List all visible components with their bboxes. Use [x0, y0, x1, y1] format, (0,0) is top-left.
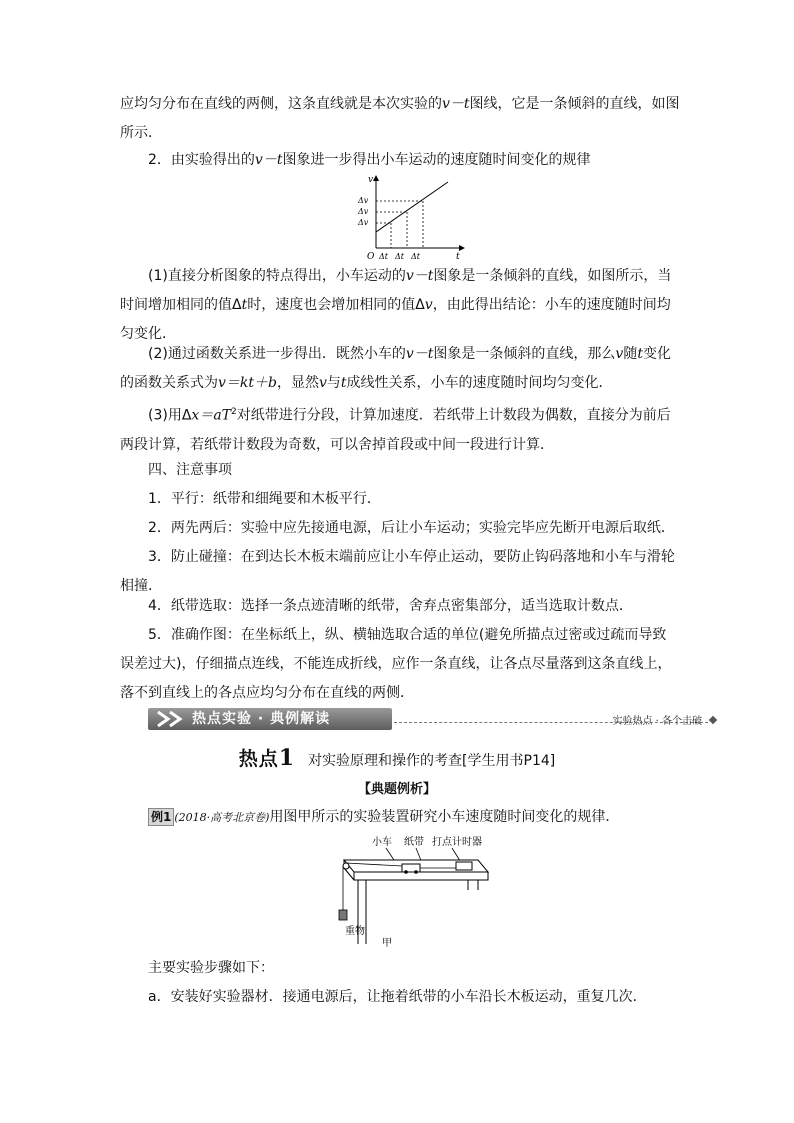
pulley: [343, 863, 349, 869]
label-timer: 打点计时器: [432, 837, 482, 848]
apparatus-figure: [328, 832, 498, 952]
banner-subtitle: 实验热点 · 各个击破: [612, 716, 702, 727]
example-source: (2018·高考北京卷): [174, 811, 270, 824]
graph-dt-label: Δt: [379, 252, 388, 261]
example-text: 用图甲所示的实验装置研究小车速度随时间变化的规律．: [269, 809, 620, 825]
graph-dt-label: Δt: [395, 252, 404, 261]
double-chevron-icon: [156, 710, 190, 728]
graph-x-label: t: [456, 252, 460, 262]
note-item: 5．准确作图：在坐标纸上，纵、横轴选取合适的单位(避免所描点过密或过疏而导致误差过大)，仔细描点连线，不能连成折线，应作一条直线，让各点尽量落到这条直线上，落不到直线上的各点应均匀分布在直线的两侧．: [120, 627, 672, 701]
graph-line: [376, 182, 448, 232]
analysis-point-1: (1)直接分析图象的特点得出，小车运动的v－t图象是一条倾斜的直线，如图所示，当时间增加相同的值Δt时，速度也会增加相同的值Δv，由此得出结论：小车的速度随时间均匀变化．: [120, 268, 672, 342]
graph-dv-label: Δv: [358, 218, 369, 227]
example-heading: 【典题例析】: [357, 782, 436, 797]
note-item: 4．纸带选取：选择一条点迹清晰的纸带，舍弃点密集部分，适当选取计数点．: [148, 598, 633, 614]
steps-title: 主要实验步骤如下：: [148, 960, 274, 976]
banner-title: 热点实验 · 典例解读: [192, 711, 331, 727]
section-banner: [148, 708, 708, 730]
hotspot-title: [0, 742, 794, 777]
label-car: 小车: [372, 837, 392, 848]
graph-origin-label: O: [367, 252, 375, 262]
hotspot-number: 1: [278, 745, 295, 771]
v-t-graph: [350, 172, 470, 264]
graph-dt-label: Δt: [411, 252, 420, 261]
example-tag: 例1: [148, 808, 174, 826]
example-1: [148, 806, 619, 829]
section-title-notes: 四、注意事项: [148, 462, 232, 478]
analysis-point-3: (3)用$\Delta x=aT^2$对纸带进行分段，计算加速度．若纸带上计数段为偶数，直接分为前后两段计算，若纸带计数段为奇数，可以舍掉首段或中间一段进行计算．: [120, 407, 671, 453]
graph-y-label: v: [368, 175, 374, 185]
figure-label: 甲: [382, 938, 392, 949]
note-item: 3．防止碰撞：在到达长木板末端前应让小车停止运动，要防止钩码落地和小车与滑轮相撞．: [120, 549, 675, 594]
graph-dv-label: Δv: [358, 207, 369, 216]
note-item: 2．两先两后：实验中应先接通电源，后让小车运动；实验完毕应先断开电源后取纸．: [148, 520, 675, 536]
hotspot-label: 热点: [238, 748, 279, 770]
weight: [339, 910, 347, 920]
step-a: a．安装好实验器材．接通电源后，让拖着纸带的小车沿长木板运动，重复几次．: [148, 989, 647, 1005]
graph-dv-label: Δv: [358, 196, 369, 205]
analysis-point-2: (2)通过函数关系进一步得出．既然小车的v－t图象是一条倾斜的直线，那么v随t变化的函数关系式为v＝kt＋b，显然v与t成线性关系，小车的速度随时间均匀变化．: [120, 346, 671, 391]
timer-device: [456, 862, 472, 870]
item-2: 2．由实验得出的v－t图象进一步得出小车运动的速度随时间变化的规律: [148, 152, 591, 168]
hotspot-description: 对实验原理和操作的考查[学生用书P14]: [308, 753, 556, 769]
label-weight: 重物: [345, 926, 365, 937]
diamond-icon: [709, 716, 717, 724]
note-item: 1．平行：纸带和细绳要和木板平行．: [148, 491, 381, 507]
paragraph-intro: 应均匀分布在直线的两侧，这条直线就是本次实验的v－t图线，它是一条倾斜的直线，如图所示．: [120, 96, 680, 141]
label-tape: 纸带: [404, 837, 424, 848]
